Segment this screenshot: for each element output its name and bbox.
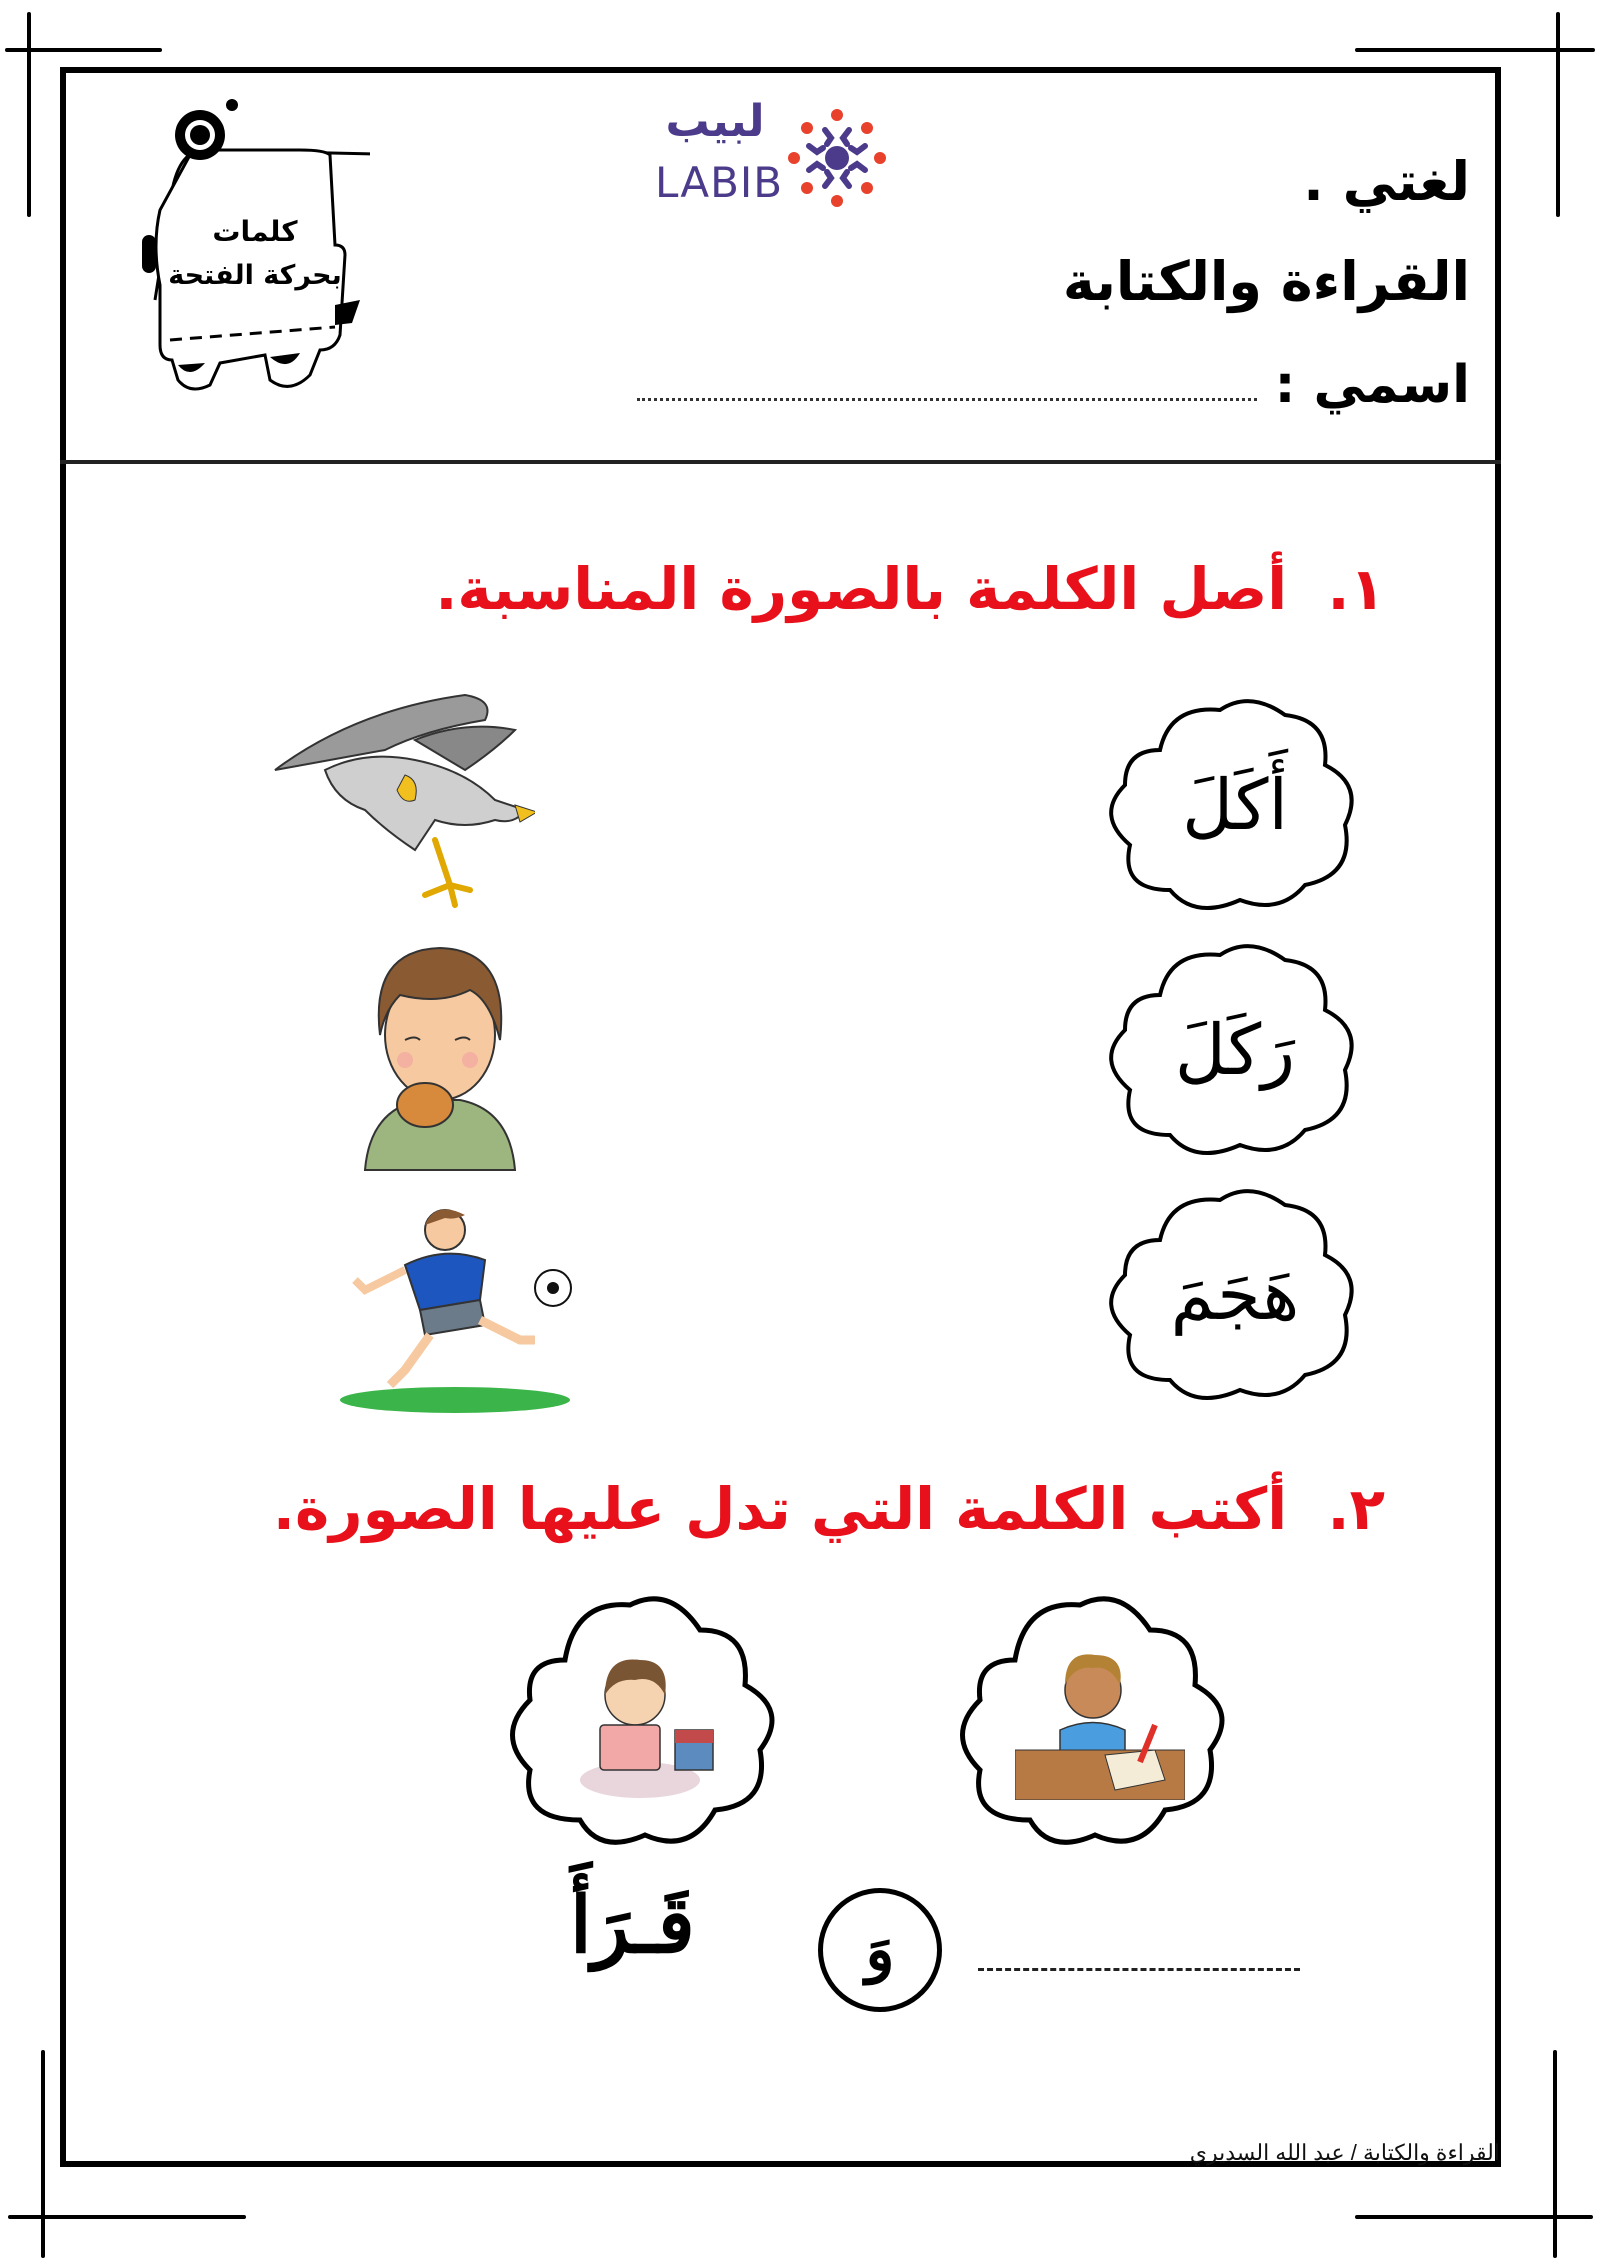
crop-mark: [1355, 2215, 1593, 2219]
badge-line-1: كلمات: [212, 215, 298, 248]
lesson-title: القراءة والكتابة: [1062, 250, 1470, 313]
boy-kicking-ball-icon: [335, 1200, 575, 1415]
word-akala: أَكَلَ: [1182, 764, 1288, 846]
connector-letter: وَ: [865, 1915, 895, 1985]
name-label: اسمي :: [1274, 355, 1470, 415]
exercise-2-number: ٢: [1349, 1475, 1385, 1543]
picture-eagle[interactable]: [265, 690, 535, 920]
logo-latin: LABIB: [655, 158, 784, 207]
topic-badge: [130, 95, 360, 395]
word-cloud-3[interactable]: [1100, 1185, 1370, 1405]
word-cloud-2[interactable]: [1100, 940, 1370, 1160]
crop-mark: [1556, 12, 1560, 217]
boy-writing-icon: [1015, 1650, 1185, 1800]
crop-mark: [41, 2050, 45, 2258]
boy-eating-icon: [360, 940, 520, 1175]
logo-arabic: لبيب: [665, 96, 765, 147]
exercise-1-number: ١: [1349, 555, 1385, 623]
crop-mark: [1553, 2050, 1557, 2258]
target-word: قَـرَأَ: [570, 1880, 695, 1971]
picture-cloud-writing[interactable]: [955, 1590, 1240, 1850]
header-divider: [60, 460, 1501, 464]
crop-mark: [27, 12, 31, 217]
eagle-icon: [265, 690, 535, 920]
word-hajama: هَجَمَ: [1170, 1254, 1300, 1336]
exercise-2-title: ٢. أكتب الكلمة التي تدل عليها الصورة.: [272, 1475, 1385, 1543]
subject-title: لغتي .: [1303, 150, 1470, 213]
connector-circle: [818, 1888, 942, 2012]
badge-line-2: بحركة الفتحة: [168, 260, 342, 291]
word-cloud-1[interactable]: [1100, 695, 1370, 915]
exercise-1-title: ١. أصل الكلمة بالصورة المناسبة.: [435, 555, 1385, 623]
answer-input-line[interactable]: [978, 1968, 1300, 1971]
boy-reading-icon: [580, 1650, 720, 1800]
exercise-2-text: أكتب الكلمة التي تدل عليها الصورة.: [272, 1475, 1288, 1543]
name-field-row: [637, 355, 1470, 415]
crop-mark: [8, 2215, 246, 2219]
name-input-line[interactable]: [637, 397, 1257, 401]
word-rakala: رَكَلَ: [1174, 1009, 1296, 1091]
picture-boy-kicking[interactable]: [335, 1200, 575, 1415]
logo-mark-icon: [787, 108, 887, 208]
crop-mark: [5, 48, 162, 52]
exercise-1-text: أصل الكلمة بالصورة المناسبة.: [435, 555, 1288, 623]
labib-logo: [655, 96, 895, 218]
footer-credit: القراءة والكتابة / عبد الله السديري: [1189, 2140, 1500, 2165]
picture-cloud-reading[interactable]: [505, 1590, 790, 1850]
crop-mark: [1355, 48, 1595, 52]
picture-boy-eating[interactable]: [360, 940, 520, 1175]
